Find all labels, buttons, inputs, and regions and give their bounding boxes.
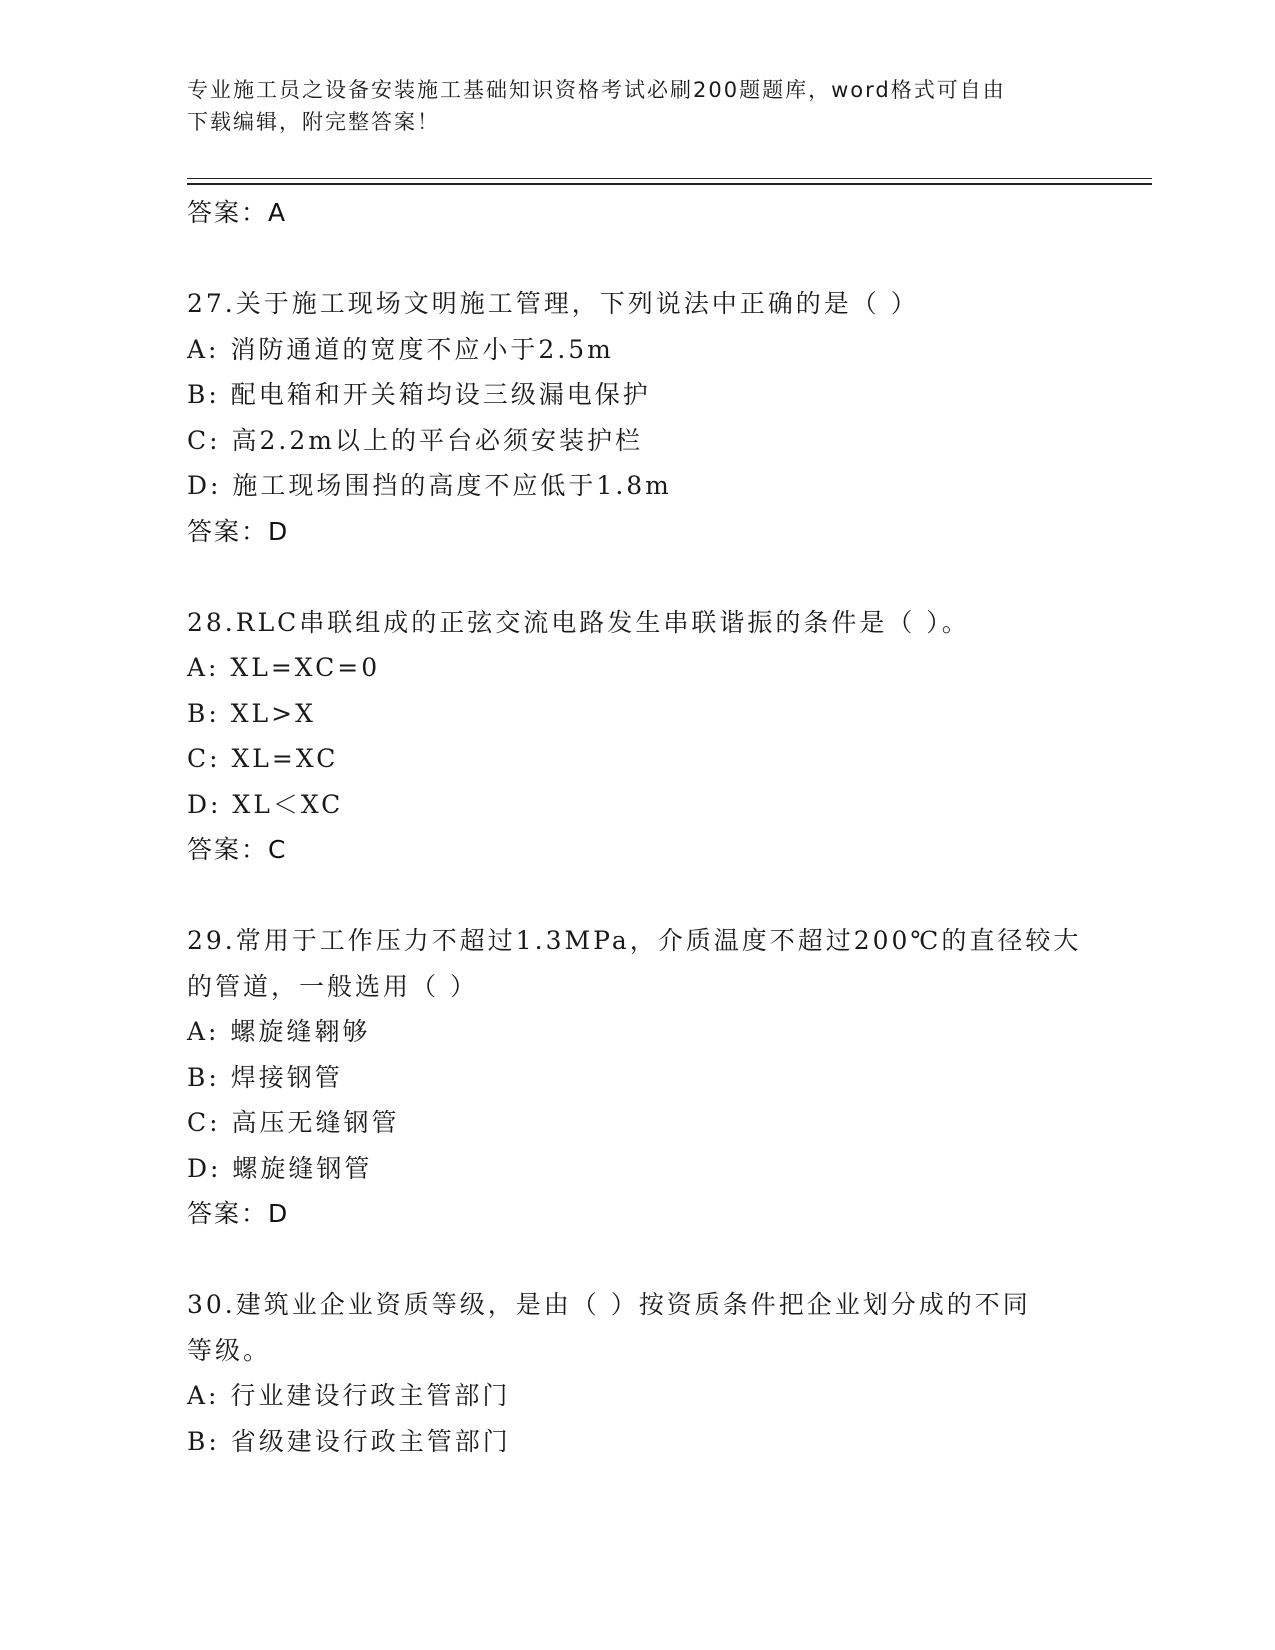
question-item [187, 1282, 1087, 1464]
option-a: A: 行业建设行政主管部门 [187, 1381, 511, 1410]
option-a: A: XL=XC=0 [187, 653, 381, 682]
question-stem-line-2: 的管道，一般选用（ ） [187, 971, 478, 1001]
header-divider-thin [187, 178, 1152, 179]
spacer [187, 554, 1087, 600]
question-list [187, 190, 1087, 1464]
question-item [187, 281, 1087, 554]
answer-line: 答案：D [187, 516, 290, 546]
answer-line: 答案：A [187, 198, 288, 227]
question-stem: 28.RLC串联组成的正弦交流电路发生串联谐振的条件是（ ）。 [187, 607, 970, 637]
option-b: B: 配电箱和开关箱均设三级漏电保护 [187, 380, 651, 409]
option-d: D: XL＜XC [187, 789, 344, 819]
option-b: B: 省级建设行政主管部门 [187, 1426, 511, 1456]
option-c: C: 高压无缝钢管 [187, 1108, 400, 1137]
question-stem-line-1: 30.建筑业企业资质等级，是由（ ）按资质条件把企业划分成的不同 [187, 1290, 1031, 1319]
header-line-2: 下载编辑，附完整答案！ [187, 110, 440, 134]
header-divider-thick [187, 183, 1152, 185]
answer-line: 答案：C [187, 835, 288, 864]
question-stem-line-1: 29.常用于工作压力不超过1.3MPa，介质温度不超过200℃的直径较大 [187, 926, 1082, 955]
answer-line: 答案：D [187, 1199, 290, 1228]
question-stem-line-2: 等级。 [187, 1335, 272, 1365]
header-line-1: 专业施工员之设备安装施工基础知识资格考试必刷200题题库，word格式可自由 [187, 78, 1006, 102]
spacer [187, 873, 1087, 919]
option-b: B: 焊接钢管 [187, 1062, 343, 1092]
option-c: C: XL=XC [187, 744, 339, 773]
option-d: D: 螺旋缝钢管 [187, 1153, 373, 1183]
question-item [187, 600, 1087, 873]
question-stem: 27.关于施工现场文明施工管理，下列说法中正确的是（ ） [187, 289, 919, 318]
spacer [187, 1237, 1087, 1283]
option-b: B: XL>X [187, 698, 316, 728]
document-header [187, 74, 1067, 138]
option-c: C: 高2.2m以上的平台必须安装护栏 [187, 425, 643, 455]
option-d: D: 施工现场围挡的高度不应低于1.8m [187, 471, 672, 500]
option-a: A: 消防通道的宽度不应小于2.5m [187, 334, 614, 364]
option-a: A: 螺旋缝翱够 [187, 1017, 371, 1046]
spacer [187, 236, 1087, 282]
question-item [187, 918, 1087, 1237]
